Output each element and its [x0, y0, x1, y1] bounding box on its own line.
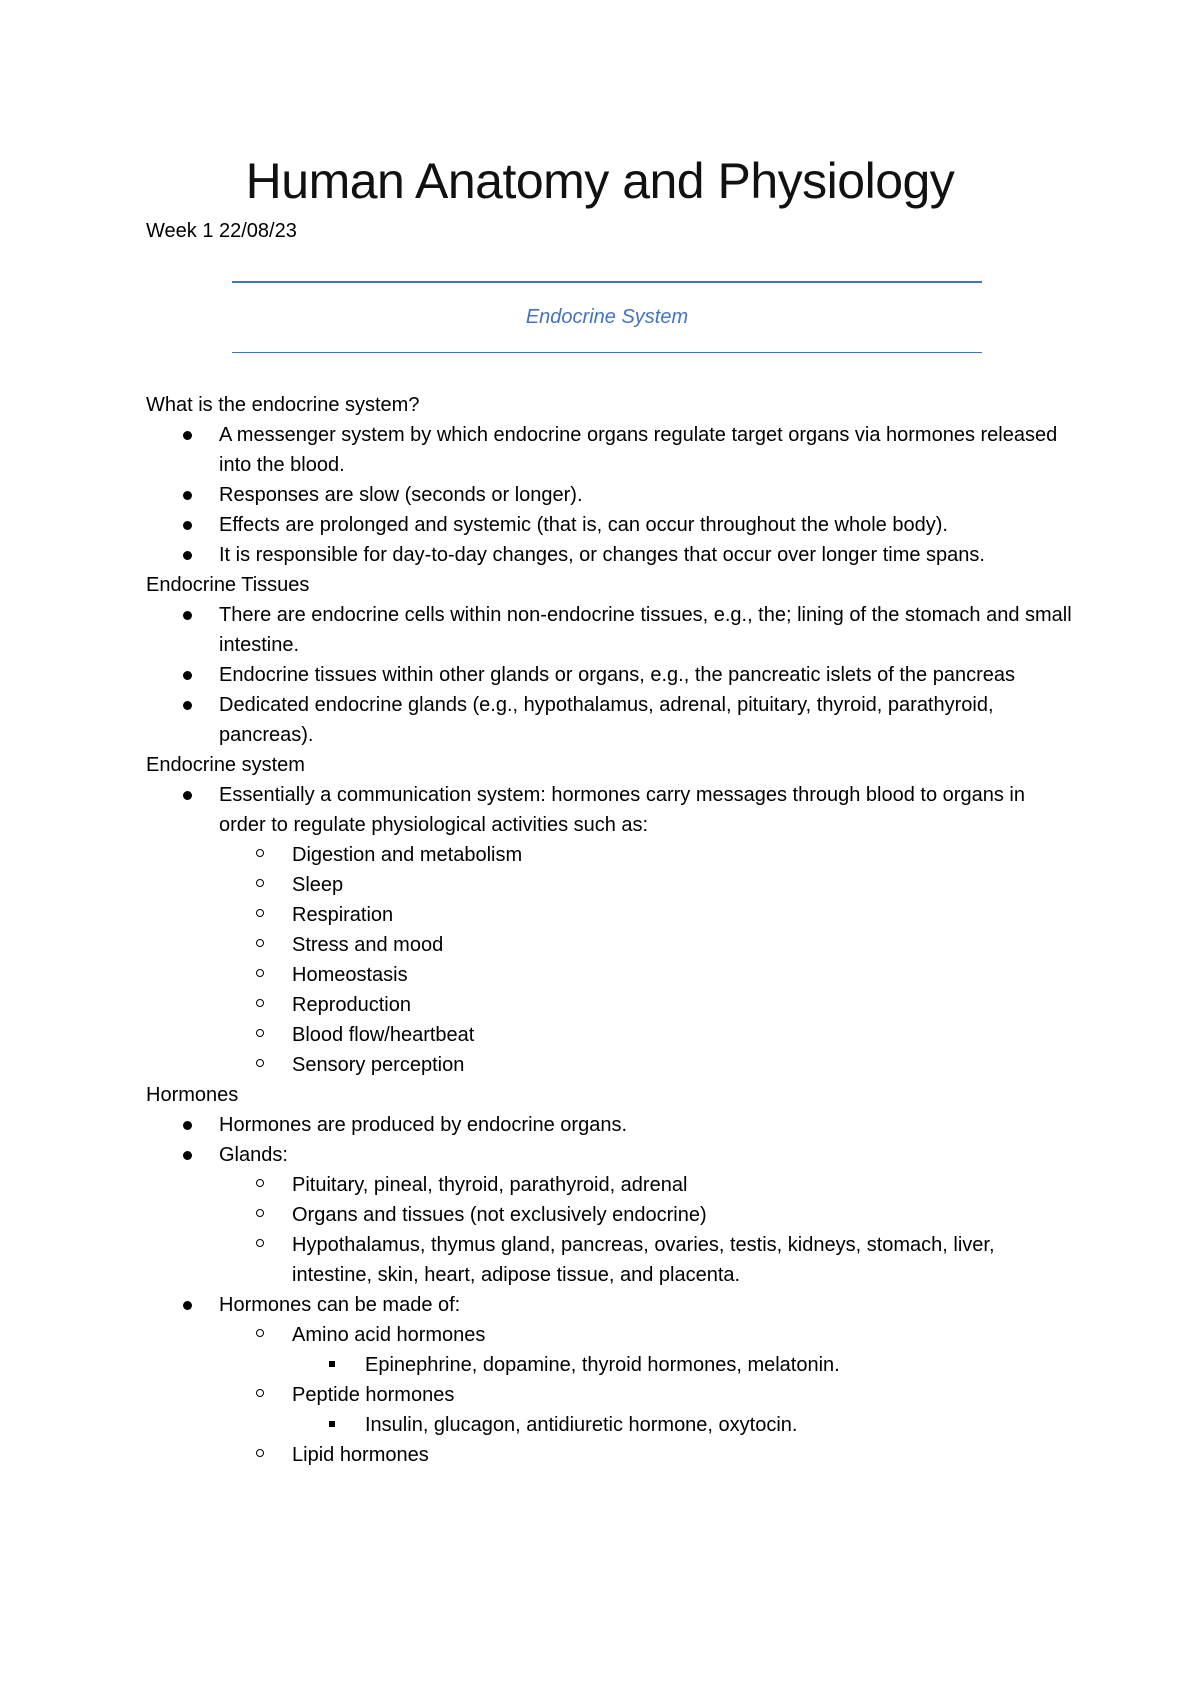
list-item — [146, 1140, 1076, 1290]
list-item-text: Endocrine tissues within other glands or organs, e.g., the pancreatic islets of the pancreas — [219, 664, 1016, 686]
sub-list-item — [219, 960, 1076, 990]
quote-top-rule — [232, 281, 982, 283]
sub-list-item — [219, 1440, 1076, 1470]
bullet-list — [146, 420, 1076, 570]
hollow-bullet-icon — [256, 1029, 264, 1037]
filled-bullet-icon — [183, 491, 192, 500]
section-heading: Endocrine system — [146, 754, 305, 776]
list-item-text: Dedicated endocrine glands (e.g., hypothalamus, adrenal, pituitary, thyroid, parathyroid, pancreas). — [219, 694, 994, 746]
filled-bullet-icon — [183, 1301, 192, 1310]
list-item — [146, 1290, 1076, 1470]
list-item-text: Glands: — [219, 1144, 288, 1166]
section-heading: What is the endocrine system? — [146, 394, 420, 416]
hollow-bullet-icon — [256, 1329, 264, 1337]
sub-list-item — [219, 900, 1076, 930]
sub-list-item-text: Pituitary, pineal, thyroid, parathyroid, adrenal — [292, 1174, 688, 1196]
document-body — [146, 390, 1076, 1470]
hollow-bullet-icon — [256, 1389, 264, 1397]
sub-bullet-list — [219, 1320, 1076, 1470]
sub-bullet-list — [219, 840, 1076, 1080]
hollow-bullet-icon — [256, 939, 264, 947]
hollow-bullet-icon — [256, 1209, 264, 1217]
list-item-text: Effects are prolonged and systemic (that is, can occur throughout the whole body). — [219, 514, 948, 536]
list-item-text: It is responsible for day-to-day changes, or changes that occur over longer time spans. — [219, 544, 985, 566]
filled-bullet-icon — [183, 1121, 192, 1130]
list-item-text: Hormones are produced by endocrine organs. — [219, 1114, 628, 1136]
sub-list-item-text: Hypothalamus, thymus gland, pancreas, ovaries, testis, kidneys, stomach, liver, intestine, skin, heart, adipose tissue, and placenta. — [292, 1234, 995, 1286]
list-item-text: A messenger system by which endocrine organs regulate target organs via hormones released into the blood. — [219, 424, 1058, 476]
sub-sub-bullet-list — [292, 1350, 1076, 1380]
hollow-bullet-icon — [256, 1449, 264, 1457]
sub-list-item — [219, 840, 1076, 870]
sub-list-item-text: Peptide hormones — [292, 1384, 455, 1406]
filled-bullet-icon — [183, 521, 192, 530]
sub-list-item-text: Respiration — [292, 904, 394, 926]
sub-sub-list-item-text: Epinephrine, dopamine, thyroid hormones, melatonin. — [365, 1354, 840, 1376]
list-item-text: Essentially a communication system: hormones carry messages through blood to organs in order to regulate physiological activities such as: — [219, 784, 1025, 836]
hollow-bullet-icon — [256, 909, 264, 917]
filled-bullet-icon — [183, 671, 192, 680]
bullet-list — [146, 600, 1076, 750]
section-heading: Hormones — [146, 1084, 239, 1106]
list-item-text: Responses are slow (seconds or longer). — [219, 484, 583, 506]
list-item — [146, 660, 1076, 690]
sub-sub-list-item — [292, 1350, 1076, 1380]
sub-sub-list-item-text: Insulin, glucagon, antidiuretic hormone, oxytocin. — [365, 1414, 798, 1436]
sub-list-item — [219, 1020, 1076, 1050]
sub-list-item-text: Organs and tissues (not exclusively endocrine) — [292, 1204, 707, 1226]
sub-sub-list-item — [292, 1410, 1076, 1440]
list-item — [146, 510, 1076, 540]
sub-list-item-text: Homeostasis — [292, 964, 408, 986]
sub-list-item — [219, 870, 1076, 900]
section-heading: Endocrine Tissues — [146, 574, 310, 596]
bullet-list — [146, 780, 1076, 1080]
sub-list-item — [219, 930, 1076, 960]
sub-list-item — [219, 990, 1076, 1020]
sub-list-item-text: Sensory perception — [292, 1054, 465, 1076]
list-item — [146, 780, 1076, 1080]
sub-list-item-text: Sleep — [292, 874, 344, 896]
hollow-bullet-icon — [256, 1179, 264, 1187]
hollow-bullet-icon — [256, 1239, 264, 1247]
document-title: Human Anatomy and Physiology — [245, 153, 955, 209]
hollow-bullet-icon — [256, 879, 264, 887]
sub-list-item — [219, 1050, 1076, 1080]
sub-list-item-text: Digestion and metabolism — [292, 844, 523, 866]
hollow-bullet-icon — [256, 969, 264, 977]
sub-list-item — [219, 1200, 1076, 1230]
document-subtitle: Week 1 22/08/23 — [146, 220, 297, 242]
filled-bullet-icon — [183, 1151, 192, 1160]
square-bullet-icon — [329, 1421, 335, 1427]
list-item-text: Hormones can be made of: — [219, 1294, 461, 1316]
quote-bottom-rule — [232, 352, 982, 353]
list-item — [146, 540, 1076, 570]
filled-bullet-icon — [183, 791, 192, 800]
sub-list-item-text: Amino acid hormones — [292, 1324, 486, 1346]
list-item — [146, 690, 1076, 750]
hollow-bullet-icon — [256, 999, 264, 1007]
hollow-bullet-icon — [256, 849, 264, 857]
filled-bullet-icon — [183, 551, 192, 560]
list-item — [146, 420, 1076, 480]
list-item-text: There are endocrine cells within non-endocrine tissues, e.g., the; lining of the stomach and small intestine. — [219, 604, 1072, 656]
list-item — [146, 600, 1076, 660]
intense-quote: Endocrine System — [525, 306, 689, 328]
sub-list-item — [219, 1230, 1076, 1290]
sub-list-item-text: Stress and mood — [292, 934, 444, 956]
square-bullet-icon — [329, 1361, 335, 1367]
sub-bullet-list — [219, 1170, 1076, 1290]
sub-list-item-text: Blood flow/heartbeat — [292, 1024, 475, 1046]
sub-list-item-text: Reproduction — [292, 994, 411, 1016]
sub-list-item — [219, 1170, 1076, 1200]
hollow-bullet-icon — [256, 1059, 264, 1067]
sub-list-item — [219, 1320, 1076, 1380]
sub-list-item-text: Lipid hormones — [292, 1444, 429, 1466]
filled-bullet-icon — [183, 701, 192, 710]
filled-bullet-icon — [183, 611, 192, 620]
list-item — [146, 1110, 1076, 1140]
sub-sub-bullet-list — [292, 1410, 1076, 1440]
list-item — [146, 480, 1076, 510]
filled-bullet-icon — [183, 431, 192, 440]
bullet-list — [146, 1110, 1076, 1470]
sub-list-item — [219, 1380, 1076, 1440]
